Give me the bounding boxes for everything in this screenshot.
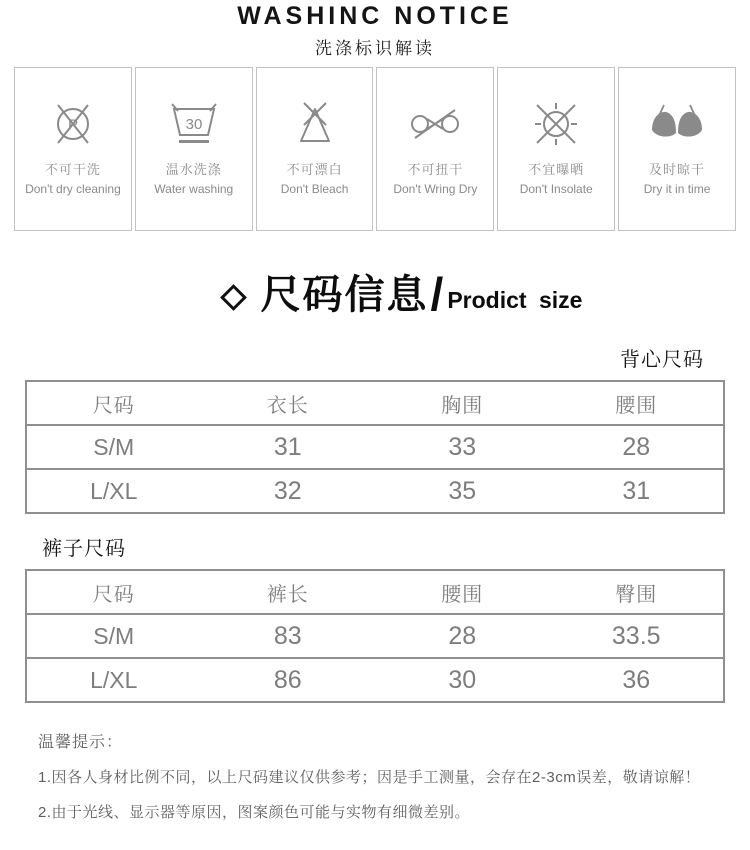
no-dry-clean-icon: [49, 98, 97, 150]
washing-notice-subtitle: 洗涤标识解读: [315, 39, 435, 58]
care-icons-row: [14, 67, 736, 231]
no-insolate-icon: [532, 98, 580, 150]
care-box-no-bleach: [256, 67, 374, 231]
size-cell: S/M: [26, 425, 201, 469]
value-cell: 33: [375, 425, 550, 469]
value-cell: 31: [201, 425, 376, 469]
tips-note-1: 1.因各人身材比例不同，以上尺码建议仅供参考；因是手工测量，会存在2-3cm误差，敬请谅解！: [38, 769, 701, 786]
table-header-row: [26, 381, 724, 425]
care-label-en: Don't dry cleaning: [25, 182, 121, 196]
care-box-dry-in-time: [618, 67, 736, 231]
tips-footer: [38, 729, 750, 822]
size-cell: L/XL: [26, 469, 201, 513]
value-cell: 36: [550, 658, 725, 702]
tips-note-2: 2.由于光线、显示器等原因，图案颜色可能与实物有细微差别。: [38, 804, 471, 821]
no-wring-icon: [407, 98, 463, 150]
water-washing-icon: [166, 98, 222, 150]
header-cell: 胸围: [375, 381, 550, 425]
pants-table-caption: 裤子尺码: [42, 538, 126, 560]
pants-size-table: [25, 569, 725, 703]
header-cell: 尺码: [26, 570, 201, 614]
care-box-water-washing: [135, 67, 253, 231]
value-cell: 28: [550, 425, 725, 469]
value-cell: 83: [201, 614, 376, 658]
washing-notice-header: [0, 0, 750, 59]
value-cell: 33.5: [550, 614, 725, 658]
value-cell: 28: [375, 614, 550, 658]
care-label-zh: 及时晾干: [649, 162, 706, 177]
value-cell: 86: [201, 658, 376, 702]
care-box-no-dry-clean: [14, 67, 132, 231]
care-label-en: Don't Insolate: [519, 182, 593, 196]
table-row: [26, 469, 724, 513]
care-label-zh: 不可扭干: [407, 162, 464, 177]
care-label-en: Water washing: [154, 182, 234, 196]
header-cell: 腰围: [375, 570, 550, 614]
size-title-slash: /: [430, 268, 444, 321]
care-label-zh: 不可干洗: [44, 162, 101, 177]
svg-text:30: 30: [185, 116, 203, 133]
care-label-en: Dry it in time: [643, 182, 711, 196]
size-cell: L/XL: [26, 658, 201, 702]
vest-size-table: [25, 380, 725, 514]
header-cell: 臀围: [550, 570, 725, 614]
table-header-row: [26, 570, 724, 614]
value-cell: 31: [550, 469, 725, 513]
table-row: [26, 425, 724, 469]
vest-table-caption: 背心尺码: [620, 349, 704, 371]
washing-notice-title: WASHINC NOTICE: [237, 2, 513, 30]
size-title-en: Prodict size: [447, 287, 583, 313]
care-label-en: Don't Bleach: [280, 182, 349, 196]
table-row: [26, 658, 724, 702]
svg-text:P: P: [67, 116, 78, 134]
care-box-no-insolate: [497, 67, 615, 231]
header-cell: 尺码: [26, 381, 201, 425]
header-cell: 腰围: [550, 381, 725, 425]
size-info-title: [28, 265, 750, 321]
no-bleach-icon: [291, 98, 339, 150]
value-cell: 35: [375, 469, 550, 513]
size-title-zh: 尺码信息: [260, 273, 429, 317]
value-cell: 30: [375, 658, 550, 702]
care-label-zh: 温水洗涤: [165, 162, 222, 177]
size-cell: S/M: [26, 614, 201, 658]
care-box-no-wring: [376, 67, 494, 231]
diamond-icon: [220, 284, 247, 311]
value-cell: 32: [201, 469, 376, 513]
bra-dry-icon: [649, 98, 705, 150]
table-row: [26, 614, 724, 658]
care-label-zh: 不宜曝晒: [528, 162, 585, 177]
tips-title: 温馨提示：: [38, 734, 124, 751]
care-label-zh: 不可漂白: [286, 162, 343, 177]
header-cell: 衣长: [201, 381, 376, 425]
care-label-en: Don't Wring Dry: [393, 182, 478, 196]
header-cell: 裤长: [201, 570, 376, 614]
